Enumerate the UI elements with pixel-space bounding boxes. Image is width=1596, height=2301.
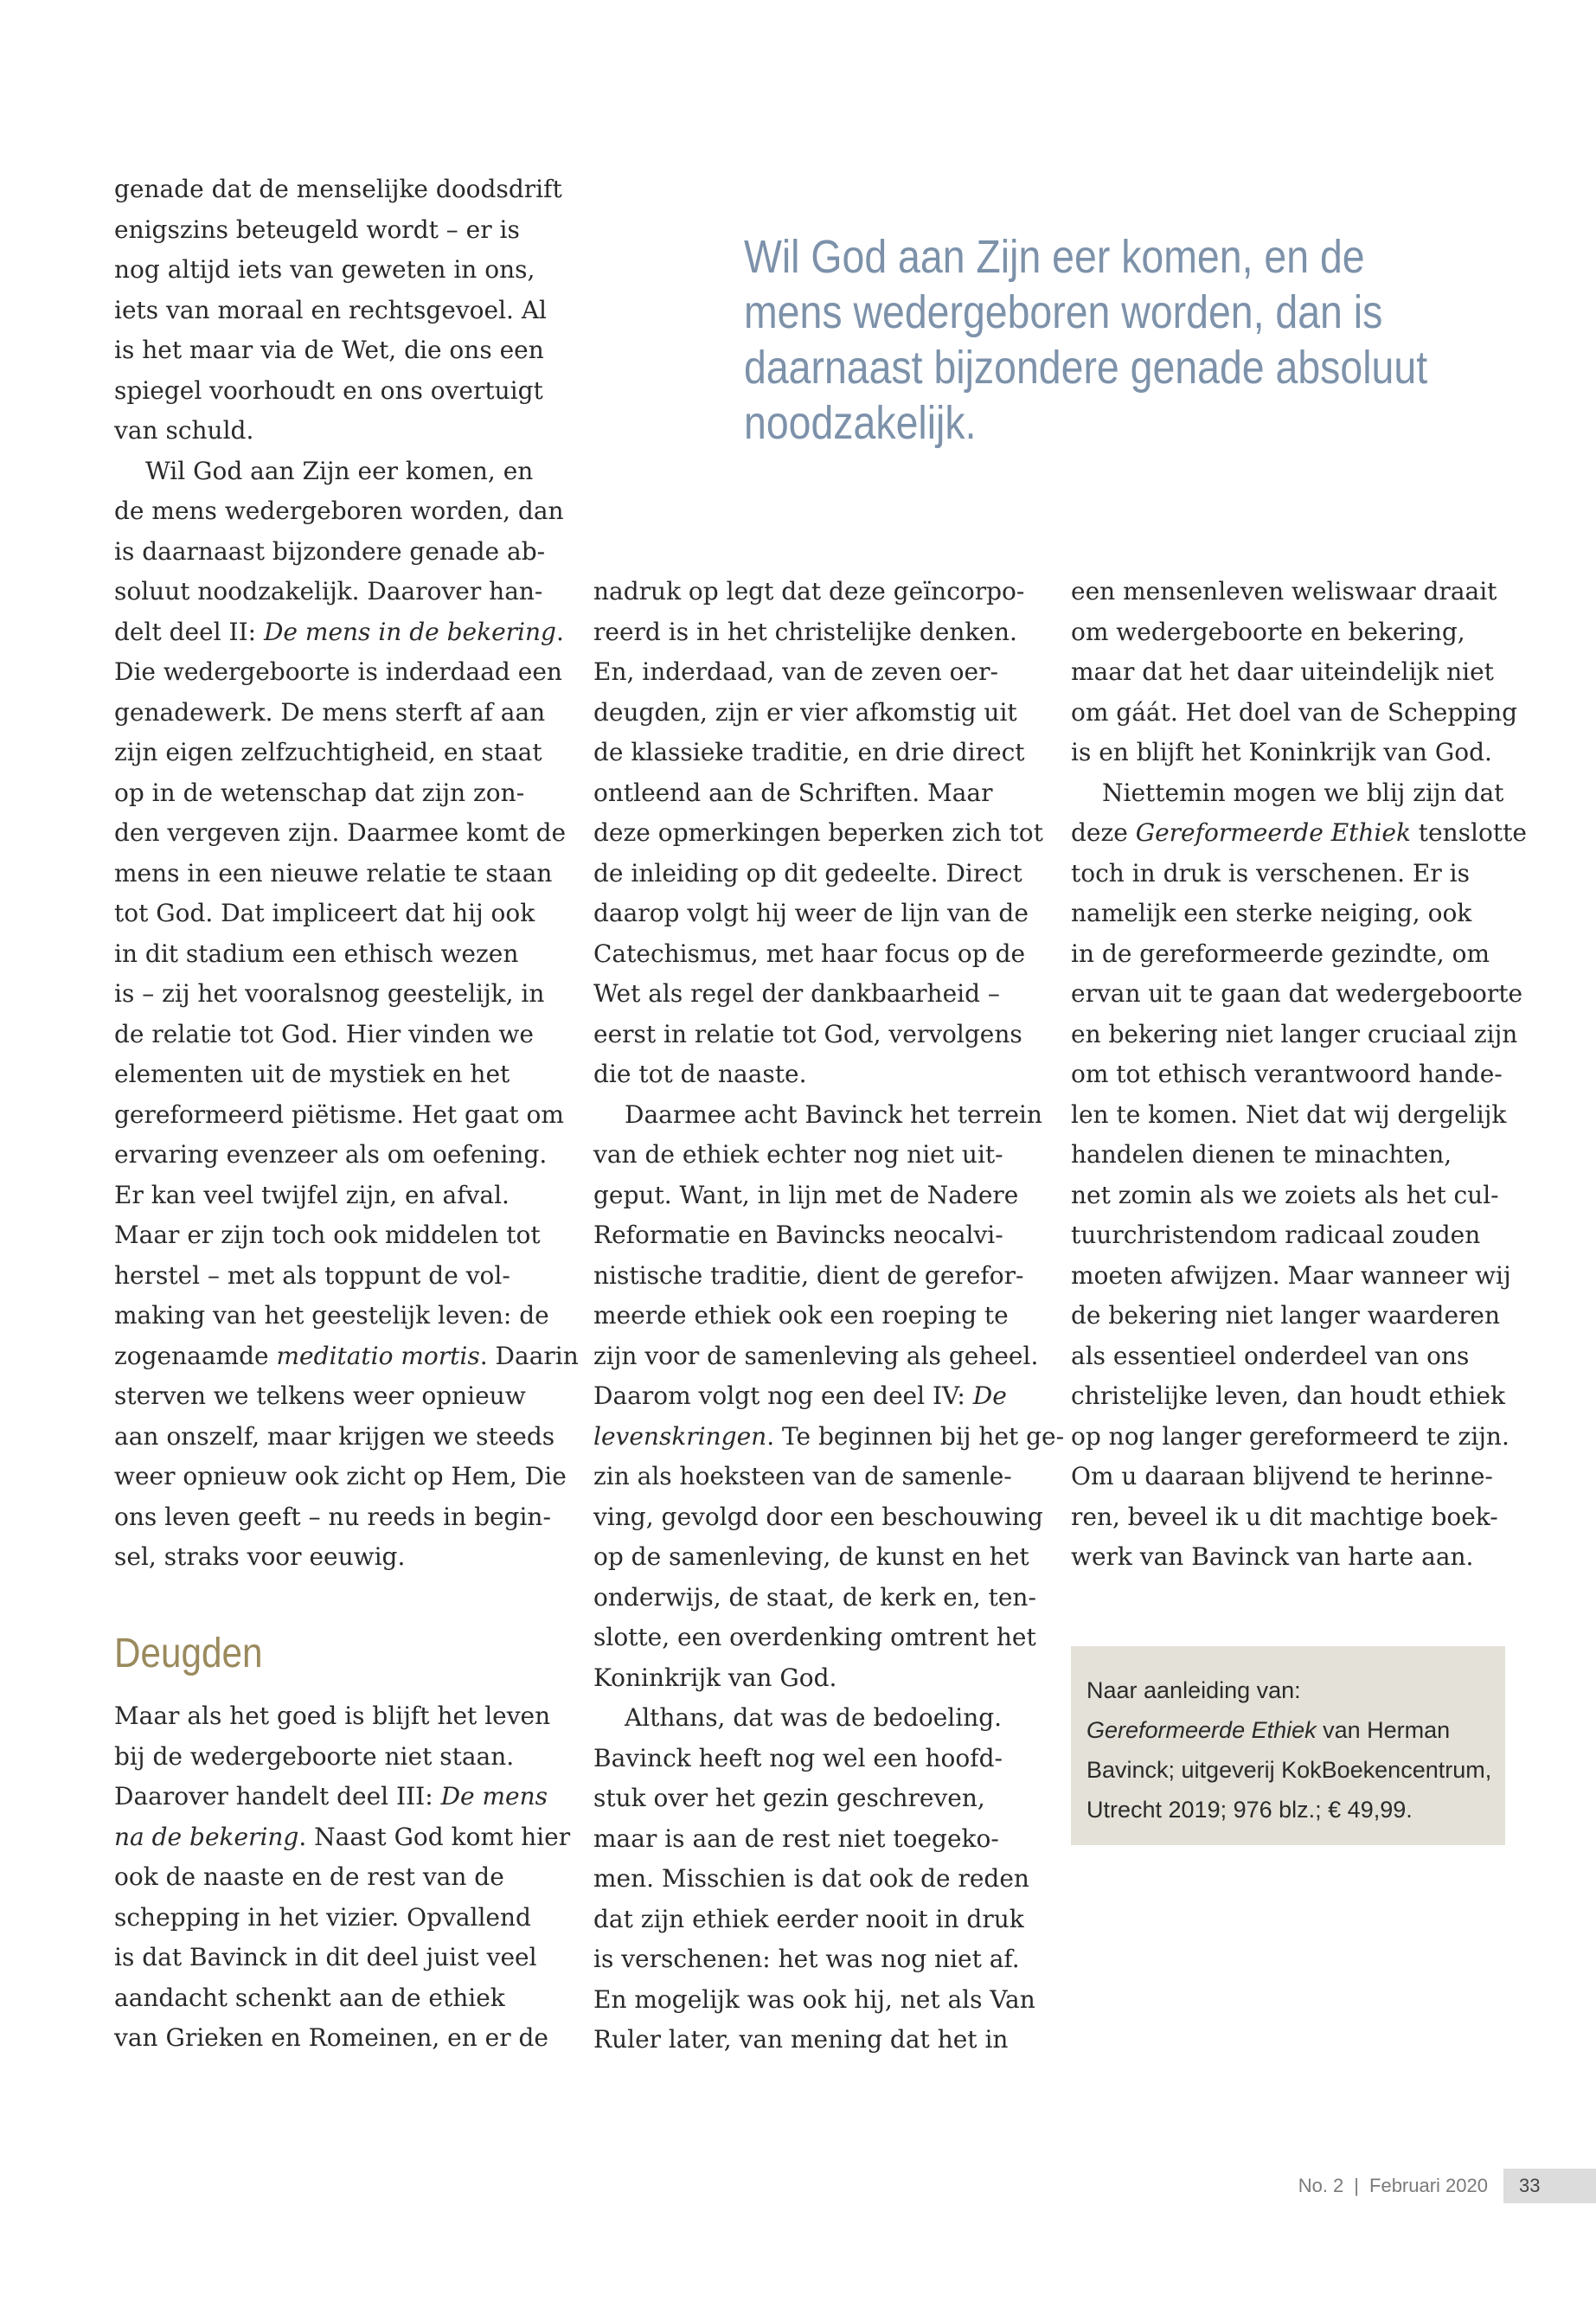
text-line: Ruler later, van mening dat het in — [593, 2025, 1009, 2054]
text-line: Wet als regel der dankbaarheid – — [593, 979, 1000, 1008]
text-line: den vergeven zijn. Daarmee komt de — [114, 818, 567, 847]
text-line: de mens wedergeboren worden, dan — [114, 497, 564, 525]
text-line: Maar er zijn toch ook middelen tot — [114, 1221, 541, 1249]
book-title: Gereformeerde Ethiek — [1135, 818, 1411, 847]
source-line — [1086, 1710, 1490, 1750]
book-title-part: De — [972, 1381, 1007, 1410]
text-line: maar is aan de rest niet toegeko- — [593, 1823, 999, 1853]
text-line: Er kan veel twijfel zijn, en afval. — [114, 1180, 510, 1209]
text-run: van Herman — [1316, 1717, 1451, 1743]
text-run: deze — [1071, 818, 1136, 847]
text-line: En, inderdaad, van de zeven oer- — [593, 657, 998, 686]
text-line: in de gereformeerde gezindte, om — [1071, 939, 1490, 968]
text-line: op in de wetenschap dat zijn zon- — [114, 778, 525, 807]
text-line: is verschenen: het was nog niet af. — [593, 1945, 1020, 1973]
text-line: de bekering niet langer waarderen — [1071, 1301, 1501, 1330]
text-line — [1071, 813, 1527, 854]
text-line: eerst in relatie tot God, vervolgens — [593, 1019, 1022, 1048]
text-run: tenslotte — [1410, 818, 1527, 847]
text-line: op de samenleving, de kunst en het — [593, 1542, 1029, 1571]
text-line: schepping in het vizier. Opvallend — [114, 1902, 531, 1932]
text-run: delt deel II: — [114, 617, 264, 646]
body-column-2 — [593, 572, 1065, 2061]
book-title-part: levenskringen — [593, 1421, 767, 1451]
text-run: . Daarin — [479, 1341, 579, 1370]
text-line: Die wedergeboorte is inderdaad een — [114, 657, 562, 686]
text-line: om gáát. Het doel van de Schepping — [1071, 697, 1518, 727]
text-line: op nog langer gereformeerd te zijn. — [1071, 1421, 1509, 1451]
issue-date: Februari 2020 — [1369, 2175, 1488, 2196]
book-title-part: na de bekering — [114, 1822, 299, 1851]
text-line: Maar als het goed is blijft het leven — [114, 1702, 551, 1730]
text-line: herstel – met als toppunt de vol- — [114, 1260, 510, 1290]
text-line: ving, gevolgd door een beschouwing — [593, 1502, 1043, 1531]
text-line: making van het geestelijk leven: de — [114, 1301, 549, 1330]
text-line: werk van Bavinck van harte aan. — [1071, 1542, 1474, 1571]
text-line: mens in een nieuwe relatie te staan — [114, 858, 553, 888]
text-line: Althans, dat was de bedoeling. — [625, 1703, 1003, 1732]
text-line: om wedergeboorte en bekering, — [1071, 617, 1465, 646]
text-line: weer opnieuw ook zicht op Hem, Die — [114, 1462, 567, 1490]
text-line: genadewerk. De mens sterft af aan — [114, 697, 546, 727]
text-line: namelijk een sterke neiging, ook — [1071, 899, 1472, 927]
text-line: is – zij het vooralsnog geestelijk, in — [114, 979, 545, 1008]
text-line: nog altijd iets van geweten in ons, — [114, 255, 535, 284]
section-heading: Deugden — [114, 1631, 263, 1676]
text-line: Reformatie en Bavincks neocalvi- — [593, 1221, 1003, 1249]
source-title: Gereformeerde Ethiek — [1086, 1717, 1317, 1743]
text-line: Bavinck heeft nog wel een hoofd- — [593, 1743, 1003, 1772]
text-line: Om u daaraan blijvend te herinne- — [1071, 1462, 1493, 1490]
text-line: Catechismus, met haar focus op de — [593, 939, 1026, 968]
text-line: ervaring evenzeer als om oefening. — [114, 1140, 548, 1169]
issue-number: No. 2 — [1298, 2175, 1344, 2196]
footer-separator: | — [1354, 2175, 1360, 2196]
text-line: sel, straks voor eeuwig. — [114, 1542, 406, 1571]
text-line: soluut noodzakelijk. Daarover han- — [114, 577, 543, 606]
text-line: maar dat het daar uiteindelijk niet — [1071, 657, 1494, 686]
text-line: Wil God aan Zijn eer komen, en — [145, 456, 534, 485]
text-line: dat zijn ethiek eerder nooit in druk — [593, 1904, 1024, 1933]
text-line: de klassieke traditie, en drie direct — [593, 738, 1025, 766]
book-title-part: De mens in de bekering — [263, 617, 556, 646]
text-line: slotte, een overdenking omtrent het — [593, 1623, 1036, 1651]
text-line: En mogelijk was ook hij, net als Van — [593, 1984, 1035, 2014]
text-line: tuurchristendom radicaal zouden — [1071, 1221, 1481, 1249]
text-line: is dat Bavinck in dit deel juist veel — [114, 1943, 537, 1971]
pull-quote-line: mens wedergeboren worden, dan is — [744, 286, 1383, 338]
text-line: enigszins beteugeld wordt – er is — [114, 215, 520, 244]
text-line: als essentieel onderdeel van ons — [1071, 1341, 1470, 1370]
text-line: zijn eigen zelfzuchtigheid, en staat — [114, 738, 542, 766]
text-line: gereformeerd piëtisme. Het gaat om — [114, 1099, 564, 1129]
text-line: de relatie tot God. Hier vinden we — [114, 1019, 534, 1048]
text-line: is en blijft het Koninkrijk van God. — [1071, 738, 1492, 766]
text-line — [593, 1376, 1043, 1417]
text-line: daarop volgt hij weer de lijn van de — [593, 899, 1029, 927]
source-box — [1071, 1646, 1505, 1845]
text-line: spiegel voorhoudt en ons overtuigt — [114, 375, 543, 405]
text-line: bij de wedergeboorte niet staan. — [114, 1741, 515, 1771]
text-line: ren, beveel ik u dit machtige boek- — [1071, 1502, 1498, 1531]
text-line: reerd is in het christelijke denken. — [593, 617, 1017, 646]
body-column-1-continued — [114, 1696, 571, 2059]
pull-quote-line: daarnaast bijzondere genade absoluut — [744, 342, 1428, 394]
text-run: Daarover handelt deel III: — [114, 1782, 441, 1811]
text-line — [114, 612, 564, 653]
text-line: Daarmee acht Bavinck het terrein — [625, 1099, 1042, 1129]
text-line: nistische traditie, dient de gerefor- — [593, 1260, 1024, 1290]
source-intro: Naar aanleiding van: — [1086, 1677, 1301, 1703]
text-line: van schuld. — [114, 416, 254, 445]
page-footer — [1298, 2169, 1596, 2203]
text-line: Koninkrijk van God. — [593, 1663, 837, 1692]
body-column-3 — [1071, 572, 1527, 1578]
text-line: van Grieken en Romeinen, en er de — [114, 2023, 549, 2052]
text-line: een mensenleven weliswaar draait — [1071, 577, 1497, 606]
text-line: elementen uit de mystiek en het — [114, 1060, 510, 1088]
text-line: geput. Want, in lijn met de Nadere — [593, 1180, 1019, 1209]
text-line: de inleiding op dit gedeelte. Direct — [593, 858, 1022, 888]
text-line: onderwijs, de staat, de kerk en, ten- — [593, 1582, 1036, 1612]
pull-quote-line: noodzakelijk. — [744, 397, 977, 449]
text-line — [114, 1777, 564, 1817]
pull-quote-line: Wil God aan Zijn eer komen, en de — [744, 231, 1365, 283]
text-run: . — [555, 617, 564, 646]
text-line: Niettemin mogen we blij zijn dat — [1102, 778, 1504, 807]
text-line: aan onszelf, maar krijgen we steeds — [114, 1421, 555, 1451]
text-line — [593, 1417, 1065, 1458]
text-run: Daarom volgt nog een deel IV: — [593, 1381, 973, 1410]
text-line: stuk over het gezin geschreven, — [593, 1784, 985, 1812]
text-line: christelijke leven, dan houdt ethiek — [1071, 1381, 1505, 1410]
text-line: ons leven geeft – nu reeds in begin- — [114, 1502, 551, 1531]
text-line: tot God. Dat impliceert dat hij ook — [114, 899, 535, 927]
text-line: is daarnaast bijzondere genade ab- — [114, 536, 546, 566]
text-run: . Te beginnen bij het ge- — [766, 1421, 1065, 1451]
text-line: genade dat de menselijke doodsdrift — [114, 175, 562, 203]
text-line: men. Misschien is dat ook de reden — [593, 1864, 1029, 1893]
text-line: en bekering niet langer cruciaal zijn — [1071, 1019, 1518, 1048]
source-line: Bavinck; uitgeverij KokBoekencentrum, — [1086, 1757, 1492, 1783]
body-column-1 — [114, 170, 579, 1578]
pull-quote — [744, 229, 1428, 451]
text-line: iets van moraal en rechtsgevoel. Al — [114, 295, 547, 324]
text-line: handelen dienen te minachten, — [1071, 1140, 1452, 1169]
text-line: moeten afwijzen. Maar wanneer wij — [1071, 1260, 1511, 1290]
text-line: ook de naaste en de rest van de — [114, 1862, 504, 1891]
text-line: deugden, zijn er vier afkomstig uit — [593, 697, 1017, 727]
text-line: nadruk op legt dat deze geïncorpo- — [593, 577, 1025, 606]
text-line: die tot de naaste. — [593, 1060, 807, 1088]
page-number: 33 — [1503, 2169, 1596, 2203]
text-line: in dit stadium een ethisch wezen — [114, 939, 519, 968]
text-line: toch in druk is verschenen. Er is — [1071, 858, 1470, 888]
text-line: deze opmerkingen beperken zich tot — [593, 818, 1043, 847]
text-line — [114, 1817, 571, 1858]
latin-term: meditatio mortis — [276, 1341, 480, 1370]
text-line: zin als hoeksteen van de samenle- — [593, 1462, 1012, 1490]
text-line: aandacht schenkt aan de ethiek — [114, 1983, 505, 2012]
text-line: net zomin als we zoiets als het cul- — [1071, 1180, 1499, 1209]
text-line: om tot ethisch verantwoord hande- — [1071, 1060, 1503, 1088]
text-line: ontleend aan de Schriften. Maar — [593, 778, 993, 807]
text-line: meerde ethiek ook een roeping te — [593, 1301, 1009, 1330]
text-run: zogenaamde — [114, 1341, 277, 1370]
text-line: zijn voor de samenleving als geheel. — [593, 1341, 1039, 1370]
text-run: . Naast God komt hier — [298, 1822, 571, 1851]
source-line: Utrecht 2019; 976 blz.; € 49,99. — [1086, 1797, 1413, 1823]
text-line — [114, 1336, 579, 1377]
text-line: is het maar via de Wet, die ons een — [114, 336, 544, 364]
text-line: sterven we telkens weer opnieuw — [114, 1381, 526, 1410]
text-line: len te komen. Niet dat wij dergelijk — [1071, 1099, 1507, 1129]
book-title-part: De mens — [440, 1782, 548, 1811]
text-line: ervan uit te gaan dat wedergeboorte — [1071, 979, 1523, 1008]
text-line: van de ethiek echter nog niet uit- — [593, 1140, 1003, 1169]
